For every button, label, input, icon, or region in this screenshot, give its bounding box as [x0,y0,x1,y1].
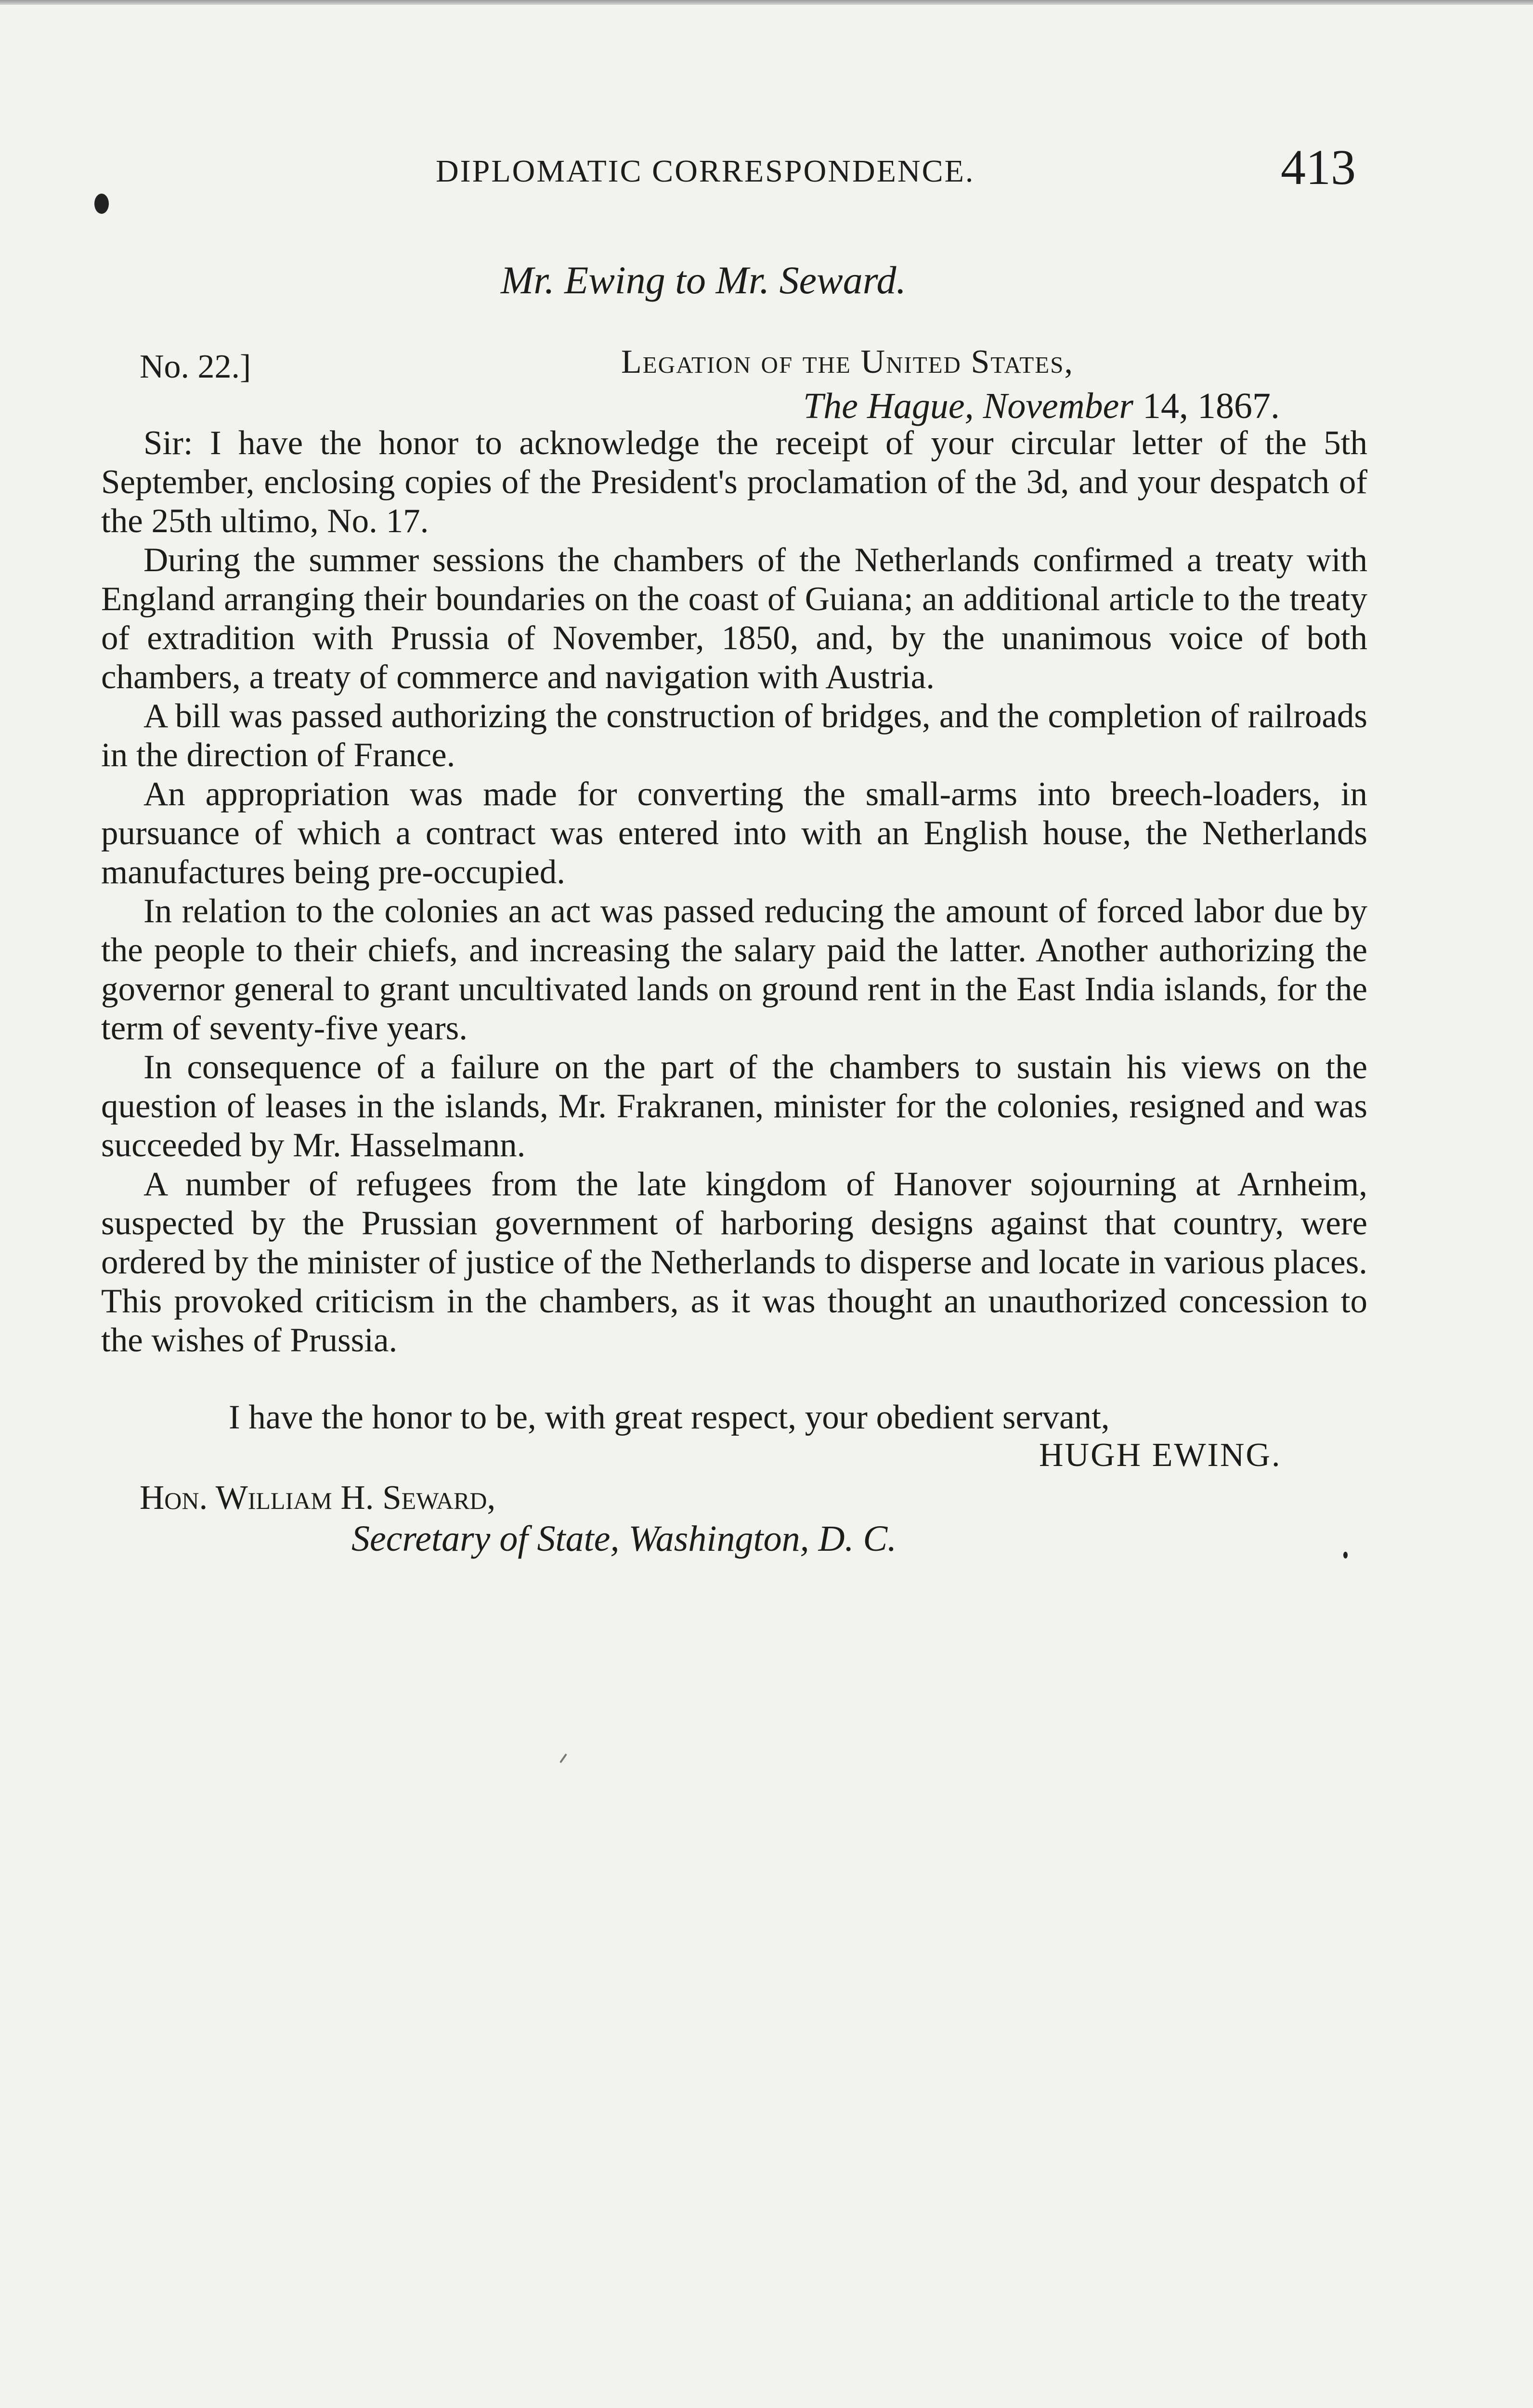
dateline-place: The Hague, [803,386,974,426]
dateline-date: 14, 1867. [1142,386,1280,426]
page-number: 413 [1281,140,1356,195]
page-top-edge [0,0,1533,5]
addressee-title: Secretary of State, Washington, D. C. [351,1518,897,1559]
paragraph: Sir: I have the honor to acknowledge the receipt of your circular letter of the 5th September, enclosing copies of the President's proclamation of the 3d, and your despatch of the 25th ultimo, No. 17. [101,424,1367,540]
paragraph: A bill was passed authorizing the construction of bridges, and the completion of railroads in the direction of France. [101,697,1367,774]
dateline-month: November [983,386,1133,426]
ink-speck [559,1754,567,1763]
dateline [803,385,1280,427]
ink-speck [1343,1552,1348,1558]
paragraph: In consequence of a failure on the part of the chambers to sustain his views on the question of leases in the islands, Mr. Frakranen, minister for the colonies, resigned and was succeeded by Mr. Hasselmann. [101,1048,1367,1164]
ink-speck [94,194,109,214]
closing-line: I have the honor to be, with great respect, your obedient servant, [229,1399,1110,1436]
despatch-number: No. 22.] [140,348,251,385]
legation-line: Legation of the United States, [621,343,1074,380]
running-head: DIPLOMATIC CORRESPONDENCE. [436,154,975,189]
signature: HUGH EWING. [1039,1437,1282,1474]
paragraph: A number of refugees from the late kingdom of Hanover sojourning at Arnheim, suspected by the Prussian government of harboring designs against that country, were ordered by the minister of justice of the Netherlands to disperse and locate in various places. This provoked criticism in the chambers, as it was thought an unauthorized concession to the wishes of Prussia. [101,1165,1367,1359]
paragraph: An appropriation was made for converting the small-arms into breech-loaders, in pursuance of which a contract was entered into with an English house, the Netherlands manufactures being pre-occupied. [101,775,1367,891]
letter-heading: Mr. Ewing to Mr. Seward. [501,258,907,302]
addressee-name: Hon. William H. Seward, [140,1479,496,1517]
paragraph: In relation to the colonies an act was passed reducing the amount of forced labor due by the people to their chiefs, and increasing the salary paid the latter. Another authorizing the governor general to grant uncultivated lands on ground rent in the East India islands, for the term of seventy-five years. [101,892,1367,1047]
letter-body [101,424,1367,1360]
paragraph: During the summer sessions the chambers of the Netherlands confirmed a treaty with England arranging their boundaries on the coast of Guiana; an additional article to the treaty of extradition with Prussia of November, 1850, and, by the unanimous voice of both chambers, a treaty of commerce and navigation with Austria. [101,541,1367,696]
